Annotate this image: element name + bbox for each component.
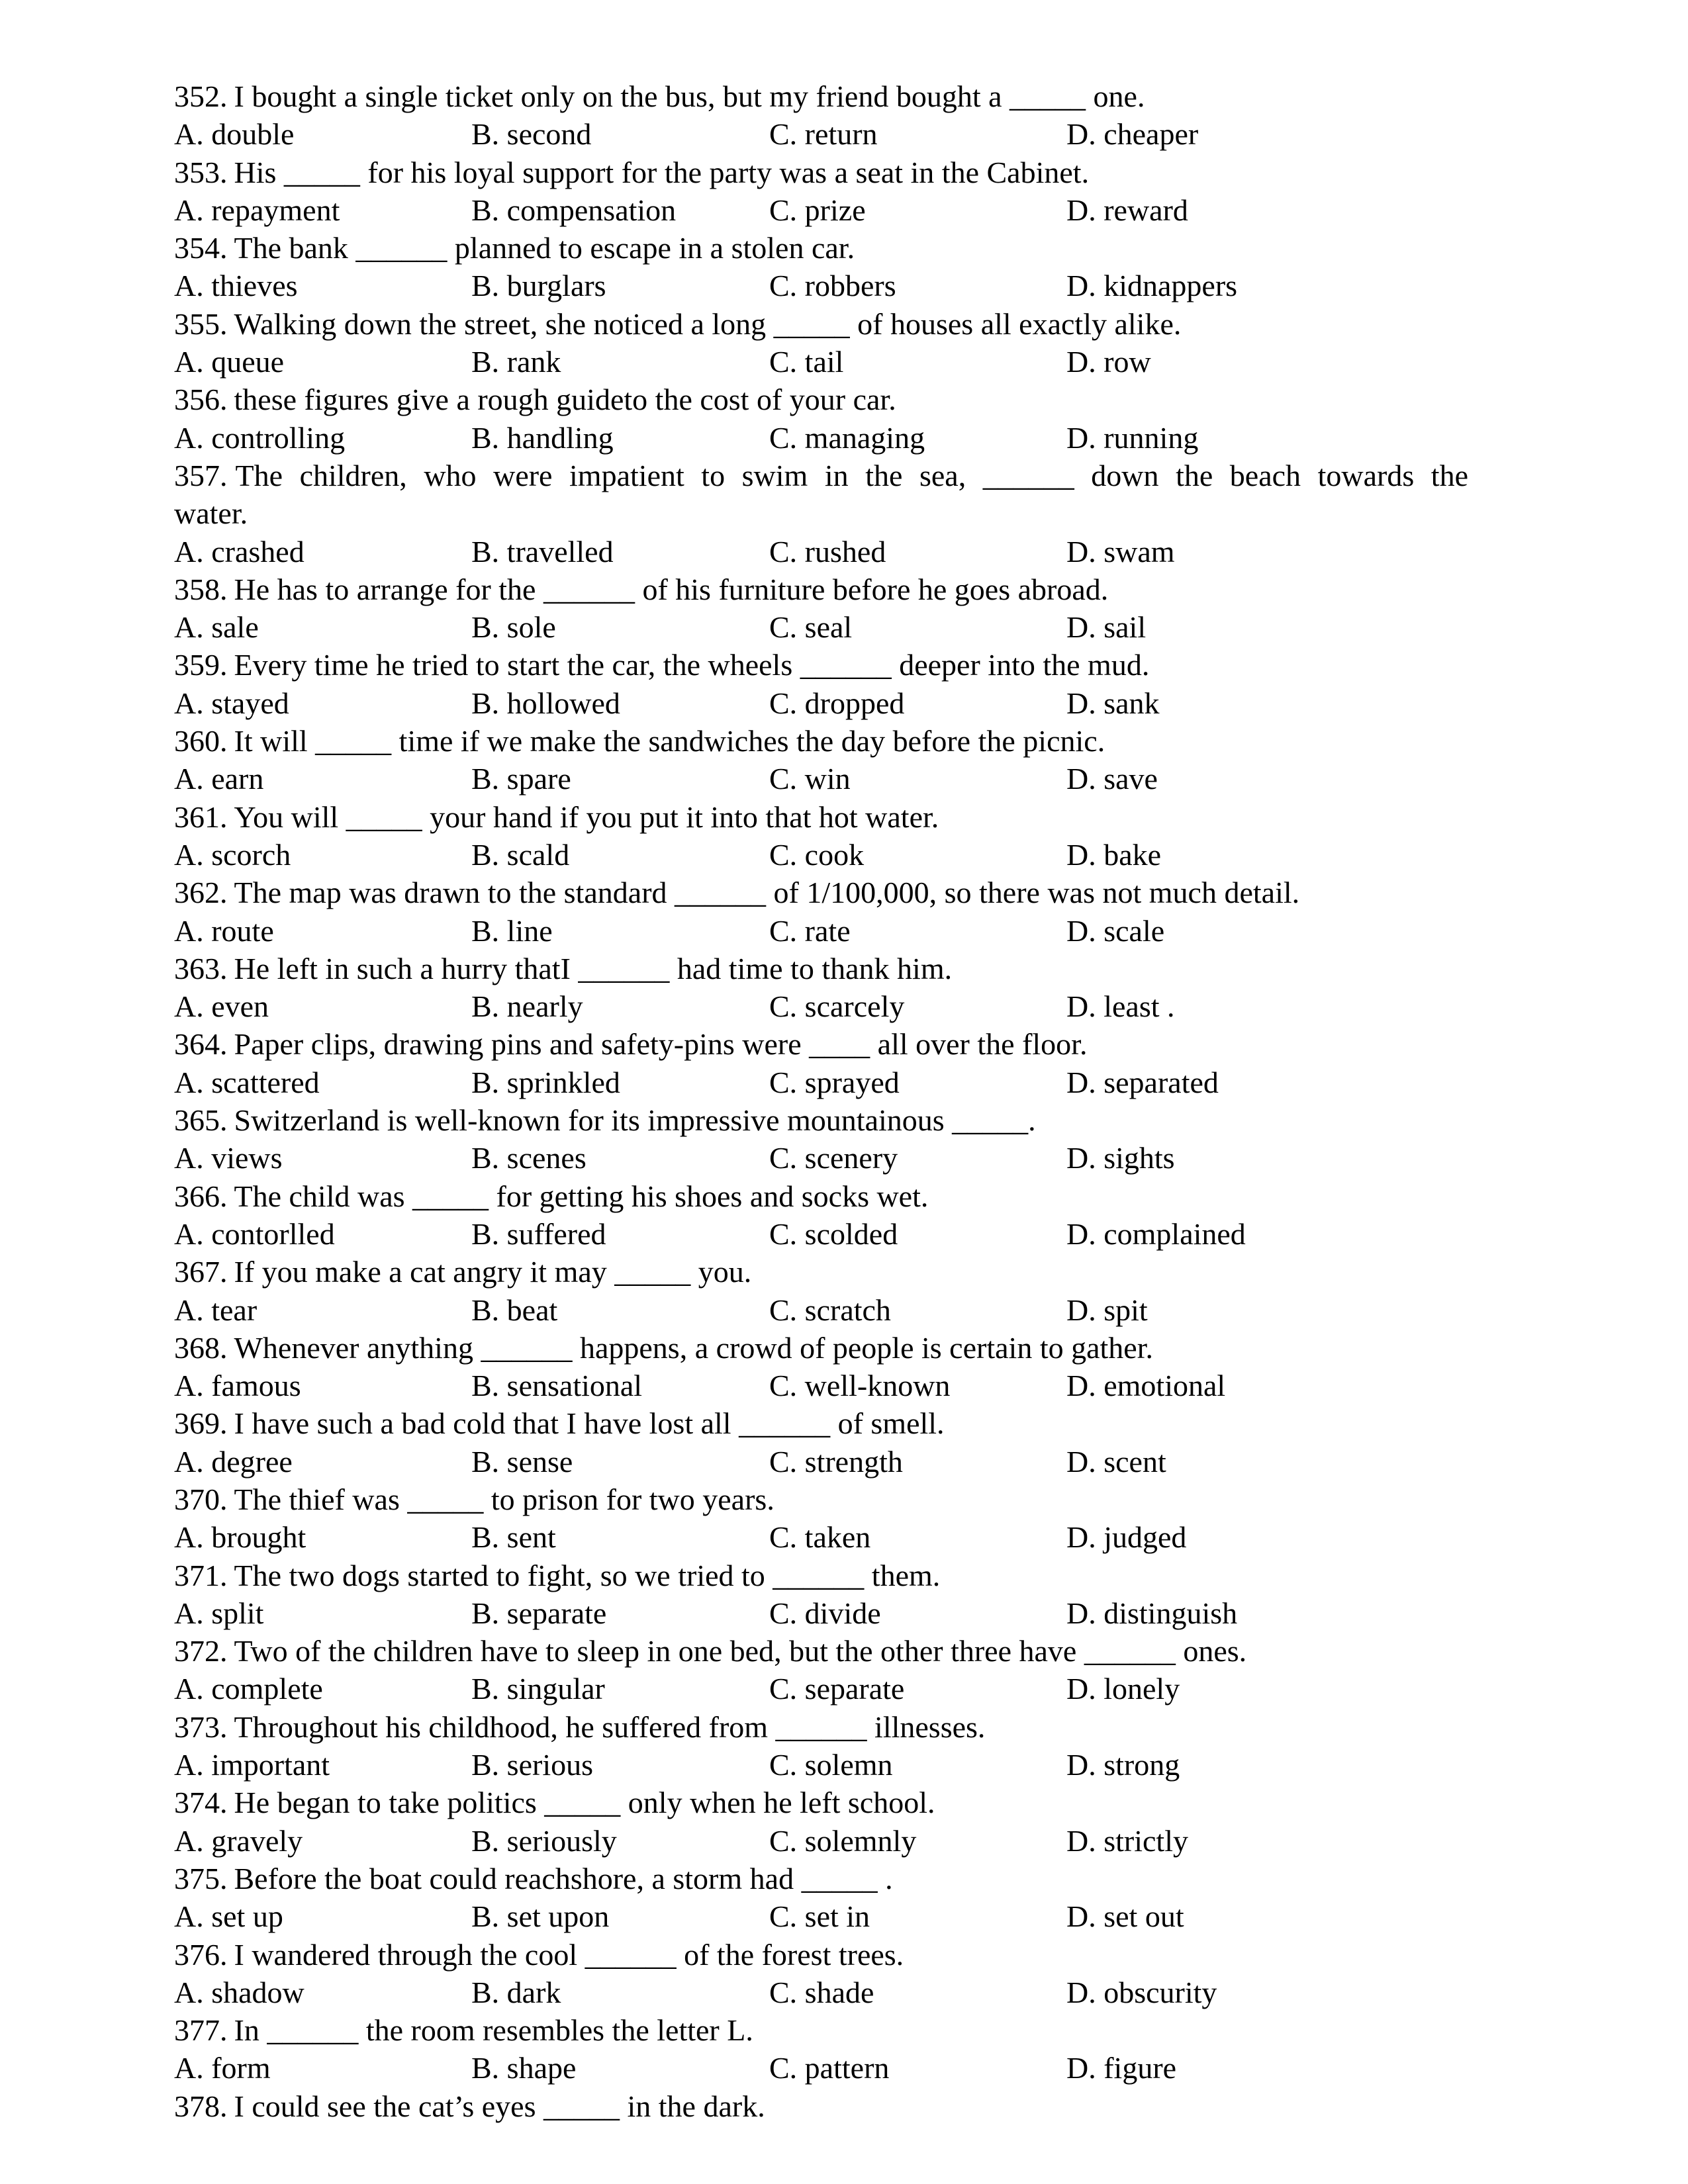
question-text: The map was drawn to the standard ______ of 1/100,000, so there was not much detail. bbox=[234, 876, 1300, 910]
answer-option-a: A. gravely bbox=[174, 1823, 303, 1858]
answer-option-a: A. route bbox=[174, 913, 274, 948]
answer-option-b: B. sprinkled bbox=[471, 1065, 620, 1099]
question-number: 355. bbox=[174, 306, 228, 341]
question-text: I could see the cat’s eyes _____ in the dark. bbox=[234, 2089, 765, 2123]
question-text: Paper clips, drawing pins and safety-pins were ____ all over the floor. bbox=[234, 1027, 1088, 1062]
answer-option-c: C. pattern bbox=[769, 2051, 890, 2085]
options-row bbox=[174, 267, 1498, 304]
question-list bbox=[174, 77, 1498, 2125]
answer-option-a: A. repayment bbox=[174, 193, 340, 227]
question-text: He has to arrange for the ______ of his furniture before he goes abroad. bbox=[234, 572, 1109, 606]
question-stem bbox=[174, 1025, 1498, 1063]
question-text: I have such a bad cold that I have lost all ______ of smell. bbox=[234, 1406, 945, 1441]
answer-option-d: D. save bbox=[1066, 762, 1158, 796]
options-row bbox=[174, 191, 1498, 229]
answer-option-a: A. set up bbox=[174, 1899, 283, 1934]
answer-option-d: D. cheaper bbox=[1066, 117, 1199, 152]
question-text: In ______ the room resembles the letter L. bbox=[234, 2013, 753, 2048]
options-row bbox=[174, 836, 1498, 874]
question-number: 374. bbox=[174, 1786, 228, 1820]
question-stem bbox=[174, 77, 1498, 115]
question-stem bbox=[174, 1784, 1498, 1821]
answer-option-d: D. emotional bbox=[1066, 1369, 1226, 1403]
answer-option-a: A. complete bbox=[174, 1672, 323, 1706]
answer-option-d: D. separated bbox=[1066, 1065, 1219, 1099]
answer-option-c: C. rushed bbox=[769, 534, 886, 569]
question-text: He left in such a hurry thatI ______ had time to thank him. bbox=[234, 951, 953, 985]
question-number: 353. bbox=[174, 155, 228, 189]
question-number: 372. bbox=[174, 1634, 228, 1668]
question-stem bbox=[174, 305, 1498, 343]
answer-option-b: B. sent bbox=[471, 1520, 556, 1555]
question-number: 369. bbox=[174, 1406, 228, 1441]
question-stem bbox=[174, 874, 1498, 911]
answer-option-d: D. sights bbox=[1066, 1141, 1175, 1175]
answer-option-a: A. even bbox=[174, 989, 269, 1024]
question-number: 365. bbox=[174, 1103, 228, 1138]
question-stem bbox=[174, 1253, 1498, 1291]
answer-option-d: D. figure bbox=[1066, 2051, 1177, 2085]
options-row bbox=[174, 1215, 1498, 1253]
question-number: 376. bbox=[174, 1937, 228, 1972]
answer-option-c: C. set in bbox=[769, 1899, 870, 1934]
answer-option-a: A. degree bbox=[174, 1444, 293, 1479]
answer-option-d: D. row bbox=[1066, 345, 1151, 379]
options-row bbox=[174, 419, 1498, 457]
answer-option-b: B. serious bbox=[471, 1748, 593, 1782]
question-stem bbox=[174, 1177, 1498, 1215]
answer-option-a: A. queue bbox=[174, 345, 285, 379]
answer-option-d: D. scent bbox=[1066, 1444, 1166, 1479]
options-row bbox=[174, 1291, 1498, 1329]
options-row bbox=[174, 1670, 1498, 1707]
answer-option-a: A. scorch bbox=[174, 837, 291, 872]
answer-option-c: C. managing bbox=[769, 420, 925, 455]
answer-option-c: C. return bbox=[769, 117, 878, 152]
answer-option-c: C. well-known bbox=[769, 1369, 951, 1403]
options-row bbox=[174, 1746, 1498, 1784]
question-number: 373. bbox=[174, 1709, 228, 1744]
options-row bbox=[174, 1897, 1498, 1935]
options-row bbox=[174, 1518, 1498, 1556]
answer-option-d: D. strong bbox=[1066, 1748, 1180, 1782]
question-text: The thief was _____ to prison for two years. bbox=[234, 1482, 774, 1516]
question-number: 356. bbox=[174, 383, 228, 417]
answer-option-b: B. set upon bbox=[471, 1899, 610, 1934]
question-stem bbox=[174, 1557, 1498, 1594]
question-stem bbox=[174, 154, 1498, 191]
question-number: 359. bbox=[174, 648, 228, 682]
question-stem bbox=[174, 1329, 1498, 1367]
question-stem bbox=[174, 1632, 1498, 1670]
answer-option-c: C. solemnly bbox=[769, 1823, 917, 1858]
answer-option-b: B. scenes bbox=[471, 1141, 586, 1175]
answer-option-a: A. sale bbox=[174, 610, 259, 645]
question-text: Whenever anything ______ happens, a crowd of people is certain to gather. bbox=[234, 1330, 1153, 1365]
answer-option-b: B. line bbox=[471, 913, 553, 948]
options-row bbox=[174, 533, 1498, 570]
question-stem bbox=[174, 570, 1498, 608]
answer-option-c: C. separate bbox=[769, 1672, 905, 1706]
answer-option-b: B. sole bbox=[471, 610, 556, 645]
question-stem bbox=[174, 1708, 1498, 1746]
question-stem bbox=[174, 381, 1498, 418]
answer-option-d: D. distinguish bbox=[1066, 1596, 1238, 1630]
answer-option-d: D. judged bbox=[1066, 1520, 1187, 1555]
options-row bbox=[174, 1443, 1498, 1480]
answer-option-d: D. scale bbox=[1066, 913, 1165, 948]
options-row bbox=[174, 1367, 1498, 1404]
options-row bbox=[174, 2049, 1498, 2087]
question-text: Walking down the street, she noticed a long _____ of houses all exactly alike. bbox=[234, 306, 1182, 341]
answer-option-d: D. set out bbox=[1066, 1899, 1184, 1934]
question-stem bbox=[174, 2087, 1498, 2125]
question-text: If you make a cat angry it may _____ you. bbox=[234, 1255, 752, 1289]
answer-option-c: C. scolded bbox=[769, 1216, 898, 1251]
answer-option-b: B. handling bbox=[471, 420, 614, 455]
question-stem bbox=[174, 950, 1498, 987]
answer-option-d: D. lonely bbox=[1066, 1672, 1180, 1706]
question-text: these figures give a rough guideto the cost of your car. bbox=[234, 383, 896, 417]
answer-option-c: C. win bbox=[769, 762, 851, 796]
answer-option-d: D. running bbox=[1066, 420, 1199, 455]
answer-option-c: C. shade bbox=[769, 1975, 874, 2009]
answer-option-d: D. sail bbox=[1066, 610, 1147, 645]
answer-option-a: A. tear bbox=[174, 1293, 258, 1327]
answer-option-b: B. compensation bbox=[471, 193, 677, 227]
answer-option-d: D. reward bbox=[1066, 193, 1188, 227]
answer-option-d: D. obscurity bbox=[1066, 1975, 1217, 2009]
question-text: Before the boat could reachshore, a storm had _____ . bbox=[234, 1861, 893, 1895]
answer-option-a: A. stayed bbox=[174, 686, 289, 720]
answer-option-d: D. spit bbox=[1066, 1293, 1148, 1327]
question-number: 358. bbox=[174, 572, 228, 606]
question-number: 378. bbox=[174, 2089, 228, 2123]
options-row bbox=[174, 1822, 1498, 1860]
question-stem bbox=[174, 2011, 1498, 2049]
question-text: The bank ______ planned to escape in a stolen car. bbox=[234, 231, 855, 265]
question-text: It will _____ time if we make the sandwiches the day before the picnic. bbox=[234, 724, 1105, 758]
question-number: 352. bbox=[174, 79, 228, 113]
question-number: 361. bbox=[174, 799, 228, 834]
answer-option-a: A. crashed bbox=[174, 534, 305, 569]
answer-option-a: A. famous bbox=[174, 1369, 301, 1403]
question-stem bbox=[174, 1101, 1498, 1139]
answer-option-a: A. form bbox=[174, 2051, 271, 2085]
answer-option-b: B. scald bbox=[471, 837, 570, 872]
answer-option-c: C. sprayed bbox=[769, 1065, 900, 1099]
question-text: You will _____ your hand if you put it into that hot water. bbox=[234, 799, 939, 834]
answer-option-b: B. separate bbox=[471, 1596, 607, 1630]
question-text: The two dogs started to fight, so we tried to ______ them. bbox=[234, 1558, 941, 1592]
answer-option-c: C. taken bbox=[769, 1520, 871, 1555]
answer-option-d: D. sank bbox=[1066, 686, 1160, 720]
answer-option-a: A. controlling bbox=[174, 420, 346, 455]
question-stem bbox=[174, 457, 1468, 494]
question-stem bbox=[174, 798, 1498, 836]
answer-option-d: D. swam bbox=[1066, 534, 1175, 569]
question-number: 363. bbox=[174, 951, 228, 985]
answer-option-b: B. second bbox=[471, 117, 592, 152]
options-row bbox=[174, 760, 1498, 797]
answer-option-c: C. strength bbox=[769, 1444, 903, 1479]
question-number: 360. bbox=[174, 724, 228, 758]
answer-option-d: D. strictly bbox=[1066, 1823, 1188, 1858]
question-number: 370. bbox=[174, 1482, 228, 1516]
answer-option-b: B. nearly bbox=[471, 989, 583, 1024]
answer-option-a: A. scattered bbox=[174, 1065, 320, 1099]
question-stem bbox=[174, 1480, 1498, 1518]
answer-option-b: B. shape bbox=[471, 2051, 577, 2085]
question-text: He began to take politics _____ only when he left school. bbox=[234, 1786, 935, 1820]
question-text: I wandered through the cool ______ of the forest trees. bbox=[234, 1937, 904, 1972]
question-text-continued: water. bbox=[174, 496, 248, 531]
answer-option-d: D. least . bbox=[1066, 989, 1175, 1024]
answer-option-b: B. spare bbox=[471, 762, 571, 796]
question-stem bbox=[174, 1936, 1498, 1974]
options-row bbox=[174, 608, 1498, 646]
question-text: Switzerland is well-known for its impressive mountainous _____. bbox=[234, 1103, 1036, 1138]
answer-option-b: B. seriously bbox=[471, 1823, 617, 1858]
answer-option-a: A. earn bbox=[174, 762, 264, 796]
question-number: 364. bbox=[174, 1027, 228, 1062]
answer-option-c: C. cook bbox=[769, 837, 865, 872]
options-row bbox=[174, 1594, 1498, 1632]
answer-option-c: C. divide bbox=[769, 1596, 881, 1630]
question-stem bbox=[174, 1404, 1498, 1442]
answer-option-a: A. thieves bbox=[174, 269, 298, 303]
options-row bbox=[174, 987, 1498, 1025]
question-number: 371. bbox=[174, 1558, 228, 1592]
answer-option-c: C. scratch bbox=[769, 1293, 891, 1327]
answer-option-d: D. bake bbox=[1066, 837, 1162, 872]
question-text: His _____ for his loyal support for the party was a seat in the Cabinet. bbox=[234, 155, 1090, 189]
question-number: 366. bbox=[174, 1179, 228, 1213]
question-text: Two of the children have to sleep in one bed, but the other three have ______ ones. bbox=[234, 1634, 1247, 1668]
answer-option-c: C. dropped bbox=[769, 686, 905, 720]
answer-option-a: A. views bbox=[174, 1141, 283, 1175]
question-stem bbox=[174, 1860, 1498, 1897]
answer-option-a: A. shadow bbox=[174, 1975, 305, 2009]
answer-option-a: A. brought bbox=[174, 1520, 306, 1555]
answer-option-d: D. complained bbox=[1066, 1216, 1246, 1251]
answer-option-b: B. beat bbox=[471, 1293, 558, 1327]
answer-option-b: B. burglars bbox=[471, 269, 606, 303]
question-number: 354. bbox=[174, 231, 228, 265]
options-row bbox=[174, 1139, 1498, 1177]
options-row bbox=[174, 115, 1498, 153]
answer-option-b: B. sense bbox=[471, 1444, 573, 1479]
question-stem bbox=[174, 646, 1498, 684]
answer-option-b: B. singular bbox=[471, 1672, 605, 1706]
answer-option-a: A. split bbox=[174, 1596, 264, 1630]
answer-option-a: A. double bbox=[174, 117, 295, 152]
question-text: Throughout his childhood, he suffered from ______ illnesses. bbox=[234, 1709, 986, 1744]
question-number: 362. bbox=[174, 876, 228, 910]
question-stem bbox=[174, 229, 1498, 267]
answer-option-c: C. scenery bbox=[769, 1141, 898, 1175]
options-row bbox=[174, 684, 1498, 722]
question-text: The child was _____ for getting his shoes and socks wet. bbox=[234, 1179, 929, 1213]
answer-option-c: C. rate bbox=[769, 913, 851, 948]
answer-option-c: C. scarcely bbox=[769, 989, 905, 1024]
question-number: 377. bbox=[174, 2013, 228, 2048]
options-row bbox=[174, 912, 1498, 950]
answer-option-a: A. contorlled bbox=[174, 1216, 335, 1251]
answer-option-b: B. rank bbox=[471, 345, 561, 379]
options-row bbox=[174, 343, 1498, 381]
answer-option-c: C. robbers bbox=[769, 269, 896, 303]
question-number: 357. bbox=[174, 458, 228, 492]
answer-option-b: B. sensational bbox=[471, 1369, 643, 1403]
answer-option-b: B. dark bbox=[471, 1975, 561, 2009]
question-stem bbox=[174, 722, 1498, 760]
answer-option-a: A. important bbox=[174, 1748, 330, 1782]
answer-option-c: C. tail bbox=[769, 345, 844, 379]
answer-option-d: D. kidnappers bbox=[1066, 269, 1238, 303]
answer-option-b: B. travelled bbox=[471, 534, 614, 569]
options-row bbox=[174, 1064, 1498, 1101]
question-text: The children, who were impatient to swim in the sea, ______ down the beach towards the bbox=[235, 458, 1468, 492]
answer-option-b: B. hollowed bbox=[471, 686, 620, 720]
question-text: Every time he tried to start the car, the wheels ______ deeper into the mud. bbox=[234, 648, 1150, 682]
answer-option-b: B. suffered bbox=[471, 1216, 606, 1251]
answer-option-c: C. solemn bbox=[769, 1748, 893, 1782]
question-text: I bought a single ticket only on the bus, but my friend bought a _____ one. bbox=[234, 79, 1145, 113]
answer-option-c: C. prize bbox=[769, 193, 866, 227]
question-number: 367. bbox=[174, 1255, 228, 1289]
options-row bbox=[174, 1974, 1498, 2011]
answer-option-c: C. seal bbox=[769, 610, 853, 645]
question-number: 375. bbox=[174, 1861, 228, 1895]
question-number: 368. bbox=[174, 1330, 228, 1365]
